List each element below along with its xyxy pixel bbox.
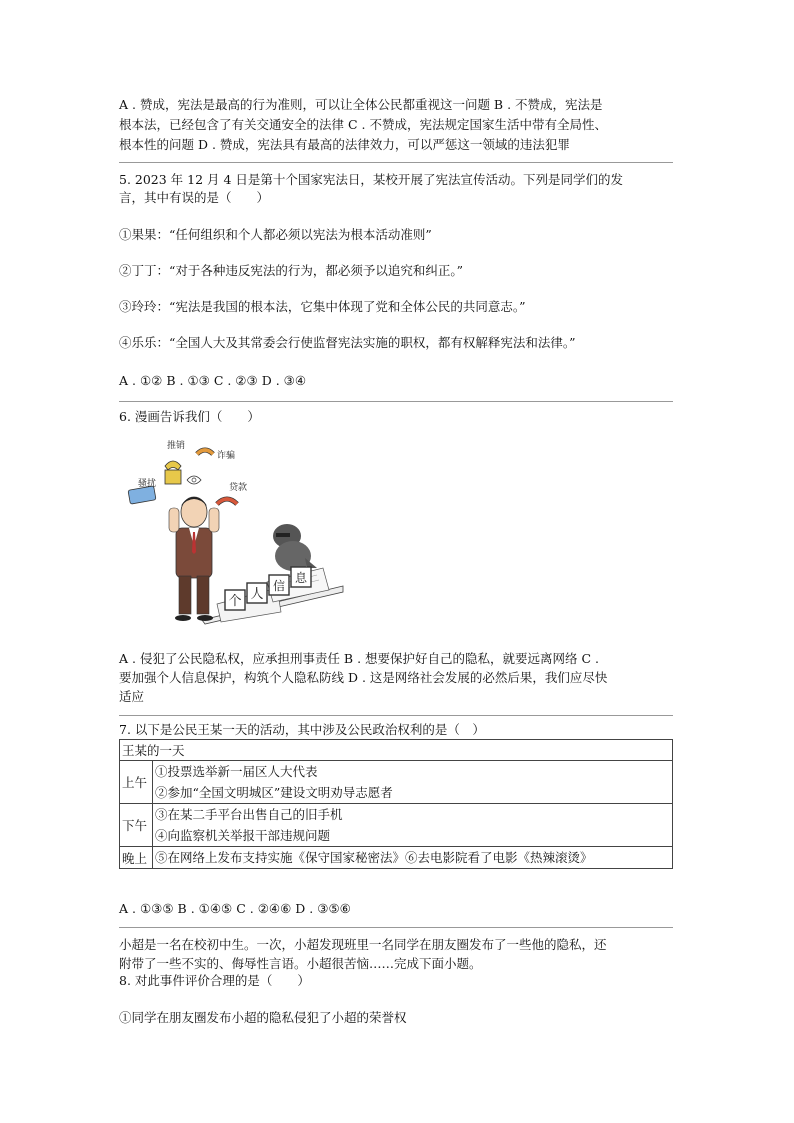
cartoon-label-ge: 个	[228, 594, 242, 609]
table-row	[120, 847, 673, 869]
cartoon-label-xin: 信	[272, 579, 286, 593]
q6-option-line-2: 要加强个人信息保护，构筑个人隐私防线 D . 这是网络社会发展的必然后果，我们应尽快	[119, 670, 608, 685]
divider	[119, 162, 673, 163]
activity-table	[119, 739, 673, 869]
q5-options: A . ①② B . ①③ C . ②③ D . ③④	[119, 373, 307, 388]
morning-activities	[153, 761, 673, 804]
privacy-cartoon	[117, 440, 349, 626]
q4-option-line-1: A . 赞成，宪法是最高的行为准则，可以让全体公民都重视这一问题 B . 不赞成，宪法是	[119, 97, 603, 112]
table-title: 王某的一天	[120, 740, 673, 761]
cartoon-label-xi: 息	[294, 571, 308, 585]
activity-item: ④向监察机关举报干部违规问题	[155, 828, 331, 843]
divider	[119, 927, 673, 928]
table-row	[120, 804, 673, 847]
q6-option-line-1: A . 侵犯了公民隐私权，应承担刑事责任 B . 想要保护好自己的隐私，就要远离网络 C .	[119, 651, 600, 666]
activity-item: ③在某二手平台出售自己的旧手机	[155, 807, 343, 822]
q6-option-line-3: 适应	[119, 689, 145, 704]
cartoon-label-loan: 贷款	[229, 483, 248, 493]
period-evening: 晚上	[120, 847, 153, 869]
afternoon-activities	[153, 804, 673, 847]
q5-item-1: ①果果：“任何组织和个人都必须以宪法为根本活动准则”	[119, 227, 432, 242]
activity-item: ⑤在网络上发布支持实施《保守国家秘密法》⑥去电影院看了电影《热辣滚烫》	[155, 850, 593, 865]
cartoon-label-fraud: 诈骗	[217, 451, 236, 461]
divider	[119, 715, 673, 716]
q7-stem: 7. 以下是公民王某一天的活动，其中涉及公民政治权利的是（ ）	[119, 722, 485, 737]
period-afternoon: 下午	[120, 804, 153, 847]
activity-item: ②参加“全国文明城区”建设文明劝导志愿者	[155, 785, 393, 800]
q6-stem: 6. 漫画告诉我们（ ）	[119, 409, 260, 424]
period-morning: 上午	[120, 761, 153, 804]
q5-item-3: ③玲玲：“宪法是我国的根本法，它集中体现了党和全体公民的共同意志。”	[119, 299, 526, 314]
cartoon-label-harass: 骚扰	[137, 479, 157, 489]
activity-item: ①投票选举新一届区人大代表	[155, 764, 318, 779]
q4-option-line-3: 根本性的问题 D . 赞成，宪法具有最高的法律效力，可以严惩这一领域的违法犯罪	[119, 137, 570, 152]
q8-material-line-1: 小超是一名在校初中生。一次，小超发现班里一名同学在朋友圈发布了一些他的隐私，还	[119, 937, 607, 952]
q4-option-line-2: 根本法，已经包含了有关交通安全的法律 C . 不赞成，宪法规定国家生活中带有全局性、	[119, 117, 607, 132]
table-row	[120, 761, 673, 804]
divider	[119, 401, 673, 402]
q8-material-line-2: 附带了一些不实的、侮辱性言语。小超很苦恼……完成下面小题。	[119, 956, 482, 971]
q7-options: A . ①③⑤ B . ①④⑤ C . ②④⑥ D . ③⑤⑥	[119, 901, 351, 916]
table-row	[120, 740, 673, 761]
q5-item-2: ②丁丁：“对于各种违反宪法的行为，都必须予以追究和纠正。”	[119, 263, 464, 278]
q5-item-4: ④乐乐：“全国人大及其常委会行使监督宪法实施的职权，都有权解释宪法和法律。”	[119, 335, 576, 350]
evening-activities	[153, 847, 673, 869]
q5-stem-line-2: 言，其中有误的是（ ）	[119, 190, 270, 205]
q8-item-1: ①同学在朋友圈发布小超的隐私侵犯了小超的荣誉权	[119, 1010, 407, 1025]
cartoon-label-ren: 人	[250, 587, 264, 602]
q5-stem-line-1: 5. 2023 年 12 月 4 日是第十个国家宪法日，某校开展了宪法宣传活动。下列是同学们的发	[119, 172, 623, 187]
q8-stem: 8. 对此事件评价合理的是（ ）	[119, 973, 310, 988]
cartoon-label-promote: 推销	[166, 441, 186, 451]
